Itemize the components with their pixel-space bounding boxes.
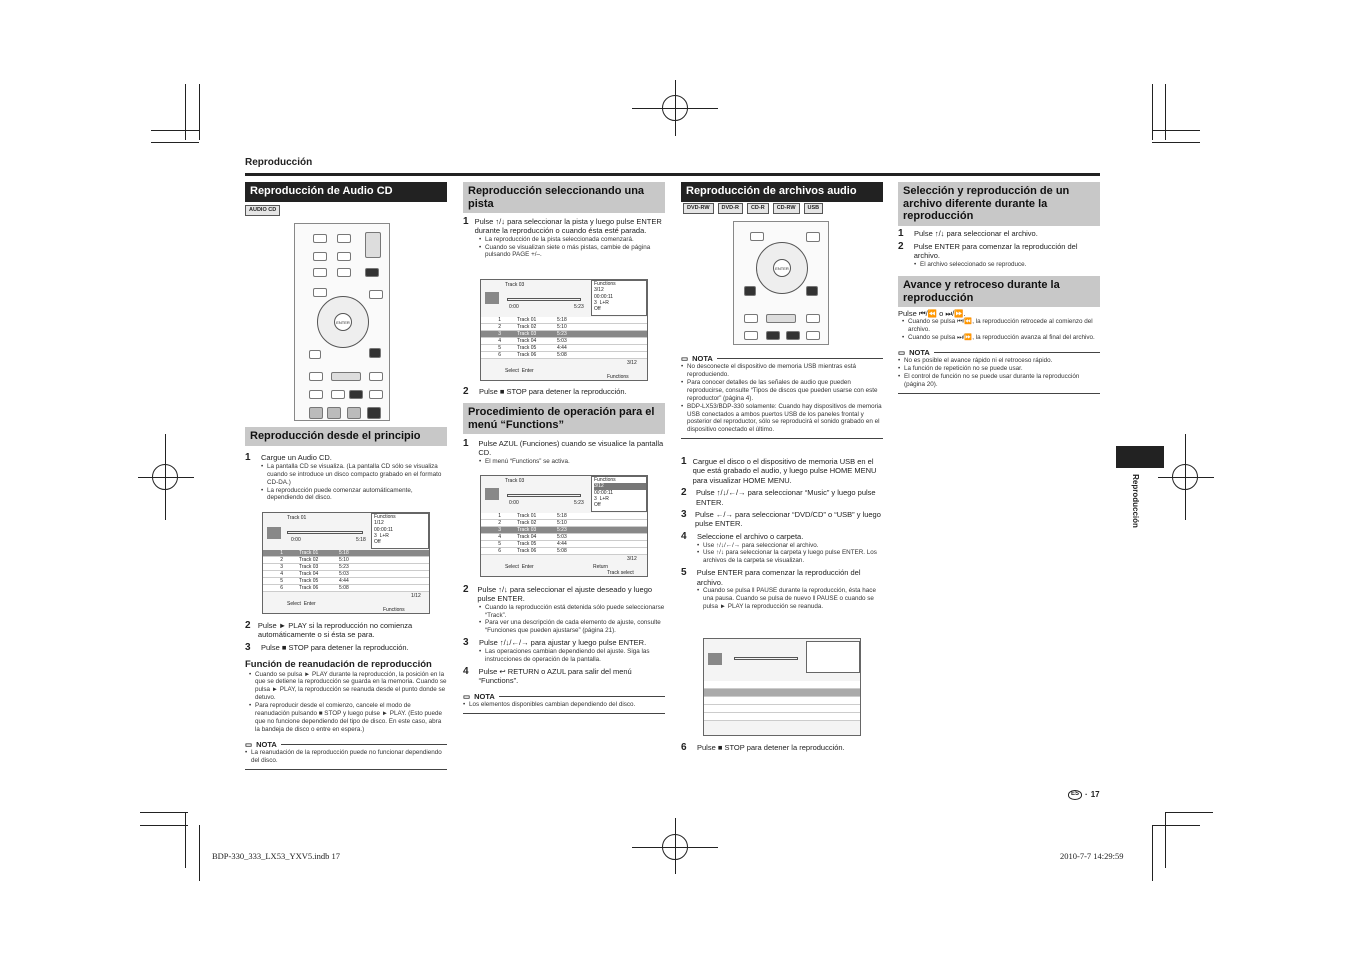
track-row: 4 Track 04 5:03 (263, 571, 429, 578)
track-row: 3 Track 03 5:23 (263, 564, 429, 571)
note-item: • No es posible el avance rápido ni el retroceso rápido. (898, 357, 1100, 365)
step-1: Cargue el disco o el dispositivo de memoria USB en el que está grabado el audio, y luego pulse HOME MENU para visualizar HOME MENU. (692, 457, 877, 485)
crop-mark (1152, 825, 1153, 881)
note-block (681, 348, 883, 439)
track-row: 6 Track 06 5:08 (481, 548, 647, 555)
bullet: • Cuando se pulsa ‖ PAUSE durante la reproducción, ésta hace una pausa. Cuando se pulsa de nuevo ‖ PAUSE o cuando se pulsa ► PLAY la reproducción se reanuda. (697, 587, 883, 611)
track-row: 3 Track 03 5:23 (481, 527, 647, 534)
steps-block: 1 Pulse ↑/↓ para seleccionar el archivo. 2 Pulse ENTER para comenzar la reproducción del archivo. • El archivo seleccionado se reproduce. (898, 226, 1100, 269)
media-tag: DVD-RW (683, 203, 714, 214)
crop-mark (1165, 812, 1213, 813)
note-heading: NOTA (692, 354, 713, 363)
bullet: • Cuando la reproducción está detenida sólo puede seleccionarse “Track”. (479, 604, 665, 620)
cd-screen: Track 03 0:00 5:23 Functions 3/12 00:00:11 3 L+R Off 1 Track 01 5:18 2 Track 02 5:10 3 Track 03 5:23 4 Track 04 5:03 5 Track 05 4:44 6 Track 06 5:08 3/12 Select Enter Functions (480, 279, 648, 381)
note-item: • El control de función no se puede usar durante la reproducción (página 20). (898, 373, 1100, 389)
bullet: • La pantalla CD se visualiza. (La pantalla CD sólo se visualiza cuando se introduce un disco compacto grabado en el formato CD-DA.) (261, 463, 447, 487)
section-title: Avance y retroceso durante la reproducción (898, 276, 1100, 307)
bullet: • Cuando se pulsa ⏮/⏪, la reproducción retrocede al comienzo del archivo. (902, 318, 1100, 334)
track-row: 2 Track 02 5:10 (481, 324, 647, 331)
track-row: 6 Track 06 5:08 (481, 352, 647, 359)
note-item: • BDP-LX53/BDP-330 solamente: Cuando hay dispositivos de memoria USB conectados a ambos puertos USB de los paneles frontal y posterior del reproductor, sólo se reproducirá el sonido grabado en el dispositivo conectado el último. (681, 403, 883, 434)
track-row: 3 Track 03 5:23 (481, 331, 647, 338)
steps-block: 1 Cargue el disco o el dispositivo de memoria USB en el que está grabado el audio, y luego pulse HOME MENU para visualizar HOME MENU. 2 Pulse ↑/↓/←/→ para seleccionar “Music” y luego pulse ENTER. 3 Pulse ←/→ para seleccionar “DVD/CD” o “USB” y luego pulse ENTER. 4 Seleccione el archivo o carpeta. • Use ↑/↓/←/→ para seleccionar el archivo. • Use ↑/↓ para seleccionar la carpeta y luego pulse ENTER. Los archivos de la carpeta se visualizan. 5 Pulse ENTER para comenzar la reproducción del archivo. • Cuando se pulsa ‖ PAUSE durante la reproducción, ésta hace una pausa. Cuando se pulsa de nuevo ‖ PAUSE o cuando se pulsa ► PLAY la reproducción se reanuda. (681, 454, 883, 611)
crop-mark (140, 825, 188, 826)
media-tag: USB (804, 203, 824, 214)
media-tag: DVD-R (718, 203, 743, 214)
steps-block: 2 Pulse ■ STOP para detener la reproducción. (463, 386, 627, 397)
step-2: Pulse ↑/↓ para seleccionar el ajuste deseado y luego pulse ENTER. (477, 585, 653, 604)
crop-mark (185, 812, 186, 868)
step-1: Pulse ↑/↓ para seleccionar la pista y luego pulse ENTER durante la reproducción o cuando ésta esté parada. (474, 217, 662, 236)
section-title: Selección y reproducción de un archivo diferente durante la reproducción (898, 182, 1100, 226)
steps-block: 1 Pulse ↑/↓ para seleccionar la pista y luego pulse ENTER durante la reproducción o cuando ésta esté parada. • La reproducción de la pista seleccionada comenzará. • Cuando se visualizan siete o más pistas, cambie de página pulsando PAGE +/–. (463, 214, 665, 259)
crop-mark (1152, 825, 1200, 826)
step-3: Pulse ←/→ para seleccionar “DVD/CD” o “USB” y luego pulse ENTER. (694, 509, 881, 529)
track-row: 2 Track 02 5:10 (263, 557, 429, 564)
language-badge: ES (1068, 790, 1082, 800)
text-block (898, 309, 1100, 394)
bullet: • Para reproducir desde el comienzo, cancele el modo de reanudación pulsando ■ STOP y luego pulse ► PLAY. (Esto puede que no funcione dependiendo del tipo de disco. En este caso, abra la bandeja de disco o entre en espera.) (249, 702, 447, 733)
cd-screen: Track 01 0:00 5:18 Functions 1/12 00:00:11 3 L+R Off 1 Track 01 5:18 2 Track 02 5:10 3 Track 03 5:23 4 Track 04 5:03 5 Track 05 4:44 6 Track 06 5:08 1/12 Select Enter Functions (262, 512, 430, 614)
section-header: Reproducción (245, 157, 313, 168)
audio-file-screen (703, 638, 861, 736)
track-row: 6 Track 06 5:08 (263, 585, 429, 592)
page-number: ES · 17 (1068, 790, 1100, 800)
crop-mark (151, 130, 199, 131)
step-2: Pulse ENTER para comenzar la reproducción del archivo. (913, 242, 1078, 261)
note-heading: NOTA (474, 691, 495, 701)
crop-mark (151, 142, 199, 143)
media-tag: AUDIO CD (245, 205, 280, 216)
crop-mark (185, 84, 186, 140)
steps-block: 1 Pulse AZUL (Funciones) cuando se visualice la pantalla CD. • El menú “Functions” se activa. (463, 436, 665, 466)
track-row: 5 Track 05 4:44 (481, 345, 647, 352)
track-list (481, 317, 647, 359)
crop-mark (1165, 812, 1166, 868)
footer-date: 2010-7-7 14:29:59 (1060, 851, 1124, 861)
track-row: 2 Track 02 5:10 (481, 520, 647, 527)
steps-block: 2 Pulse ► PLAY si la reproducción no comienza automáticamente o si ésta se para. 3 Pulse ■ STOP para detener la reproducción. Función de reanudación de reproducción • Cuando se pulsa ► PLAY durante la reproducción, la posición en la que se detiene la reproducción se guarda en la memoria. Cuando se pulsa ► PLAY, la reproducción se reanuda desde el punto donde se detuvo. • Para reproducir desde el comienzo, cancele el modo de reanudación pulsando ■ STOP y luego pulse ► PLAY. (Esto puede que no funcione dependiendo del tipo de disco. En este caso, abra la bandeja de disco o entre en espera.) ▭ NOTA • La reanudación de la reproducción puede no funcionar dependiendo del disco. (245, 618, 447, 770)
crop-mark (1152, 142, 1200, 143)
bullet: • Cuando se visualizan siete o más pistas, cambie de página pulsando PAGE +/–. (479, 244, 665, 260)
track-row: 1 Track 01 5:18 (263, 550, 429, 557)
note-item: • No desconecte el dispositivo de memoria USB mientras está reproduciendo. (681, 363, 883, 379)
step-2: Pulse ↑/↓/←/→ para seleccionar “Music” y luego pulse ENTER. (695, 488, 876, 507)
remote-control-illustration: ENTER (733, 221, 829, 345)
note-icon: ▭ (898, 347, 906, 357)
step-1: Pulse ↑/↓ para seleccionar el archivo. (914, 229, 1038, 238)
track-row: 1 Track 01 5:18 (481, 513, 647, 520)
footer-file: BDP-330_333_LX53_YXV5.indb 17 (212, 851, 340, 861)
bullet: • El menú “Functions” se activa. (479, 458, 665, 466)
header-rule (245, 173, 1100, 176)
bullet: • La reproducción de la pista seleccionada comenzará. (479, 236, 665, 244)
note-item: • Para conocer detalles de las señales de audio que pueden reproducirse, consulte “Tipos de discos que pueden usarse con este reproductor” (página 4). (681, 379, 883, 403)
bullet: • Cuando se pulsa ⏭/⏩, la reproducción avanza al final del archivo. (902, 334, 1100, 342)
instruction: Pulse ⏮/⏪ o ⏭/⏩. (898, 309, 966, 318)
track-list (263, 550, 429, 592)
track-row: 1 Track 01 5:18 (481, 317, 647, 324)
note-heading: NOTA (909, 347, 930, 357)
section-title: Reproducción de archivos audio (681, 182, 883, 202)
section-title: Reproducción desde el principio (245, 427, 447, 446)
side-label: Reproducción (1130, 474, 1140, 528)
bullet: • Cuando se pulsa ► PLAY durante la reproducción, la posición en la que se detiene la reproducción se guarda en la memoria. Cuando se pulsa ► PLAY, la reproducción se reanuda desde el punto donde se detuvo. (249, 671, 447, 702)
section-title: Reproducción de Audio CD (245, 182, 447, 202)
step-3: Pulse ↑/↓/←/→ para ajustar y luego pulse ENTER. (479, 638, 647, 648)
step-5: Pulse ENTER para comenzar la reproducción del archivo. (696, 568, 861, 587)
bullet: • Use ↑/↓/←/→ para seleccionar el archivo. (697, 542, 883, 550)
media-tag: CD-R (747, 203, 769, 214)
steps-block: 2 Pulse ↑/↓ para seleccionar el ajuste deseado y luego pulse ENTER. • Cuando la reproducción está detenida sólo puede seleccionarse “Track”. • Para ver una descripción de cada elemento de ajuste, consulte “Funciones que pueden ajustarse” (página 21). 3 Pulse ↑/↓/←/→ para ajustar y luego pulse ENTER. • Las operaciones cambian dependiendo del ajuste. Siga las instrucciones de operación de la pantalla. 4 Pulse ↩ RETURN o AZUL para salir del menú “Functions”. ▭ NOTA • Los elementos disponibles cambian dependiendo del disco. (463, 582, 665, 714)
page-num: 17 (1090, 790, 1100, 799)
subheading: Función de reanudación de reproducción (245, 658, 432, 670)
media-tag: CD-RW (773, 203, 800, 214)
bullet: • Use ↑/↓ para seleccionar la carpeta y luego pulse ENTER. Los archivos de la carpeta se visualizan. (697, 549, 883, 565)
crop-mark (199, 825, 200, 881)
crop-mark (1165, 84, 1166, 140)
step-1: Pulse AZUL (Funciones) cuando se visualice la pantalla CD. (478, 439, 664, 458)
step-4: Pulse ↩ RETURN o AZUL para salir del menú “Functions”. (478, 666, 632, 686)
note-icon: ▭ (245, 739, 253, 749)
bullet: • Para ver una descripción de cada elemento de ajuste, consulte “Funciones que pueden ajustarse” (página 21). (479, 619, 665, 635)
step-3: Pulse ■ STOP para detener la reproducción. (261, 642, 409, 652)
track-row: 4 Track 04 5:03 (481, 338, 647, 345)
steps-block: 1 Cargue un Audio CD. • La pantalla CD se visualiza. (La pantalla CD sólo se visualiza cuando se introduce un disco compacto grabado en el formato CD-DA.) • La reproducción puede comenzar automáticamente, dependiendo del disco. (245, 450, 447, 502)
note-item: • La función de repetición no se puede usar. (898, 365, 1100, 373)
step-6: Pulse ■ STOP para detener la reproducción. (697, 743, 845, 752)
track-row: 5 Track 05 4:44 (481, 541, 647, 548)
remote-control-illustration: ENTER (294, 223, 390, 421)
note-icon: ▭ (463, 691, 471, 701)
side-tab (1116, 446, 1164, 468)
track-row: 4 Track 04 5:03 (481, 534, 647, 541)
step-2: Pulse ► PLAY si la reproducción no comienza automáticamente o si ésta se para. (257, 621, 413, 640)
note-heading: NOTA (256, 739, 277, 749)
bullet: • Las operaciones cambian dependiendo del ajuste. Siga las instrucciones de operación de la pantalla. (479, 648, 665, 664)
step-1: Cargue un Audio CD. (261, 453, 332, 462)
step-2: Pulse ■ STOP para detener la reproducción. (479, 387, 627, 396)
functions-screen: Track 03 0:00 5:23 Functions 3/12 00:00:11 3 L+R Off 1 Track 01 5:18 2 Track 02 5:10 3 Track 03 5:23 4 Track 04 5:03 5 Track 05 4:44 6 Track 06 5:08 3/12 Select Enter Return Track select (480, 475, 648, 577)
crop-mark (140, 812, 188, 813)
crop-mark (1152, 84, 1153, 140)
media-tags (683, 203, 823, 214)
note-icon: ▭ (681, 354, 689, 363)
track-row: 5 Track 05 4:44 (263, 578, 429, 585)
note-item: • Los elementos disponibles cambian dependiendo del disco. (463, 701, 665, 709)
bullet: • El archivo seleccionado se reproduce. (914, 261, 1100, 269)
bullet: • La reproducción puede comenzar automáticamente, dependiendo del disco. (261, 487, 447, 503)
crop-mark (199, 84, 200, 140)
section-title: Procedimiento de operación para el menú “Functions” (463, 403, 665, 434)
note-item: • La reanudación de la reproducción puede no funcionar dependiendo del disco. (245, 749, 447, 765)
crop-mark (1152, 130, 1200, 131)
step-4: Seleccione el archivo o carpeta. (697, 531, 804, 541)
steps-block: 6 Pulse ■ STOP para detener la reproducción. (681, 742, 845, 753)
section-title: Reproducción seleccionando una pista (463, 182, 665, 213)
track-list (481, 513, 647, 555)
